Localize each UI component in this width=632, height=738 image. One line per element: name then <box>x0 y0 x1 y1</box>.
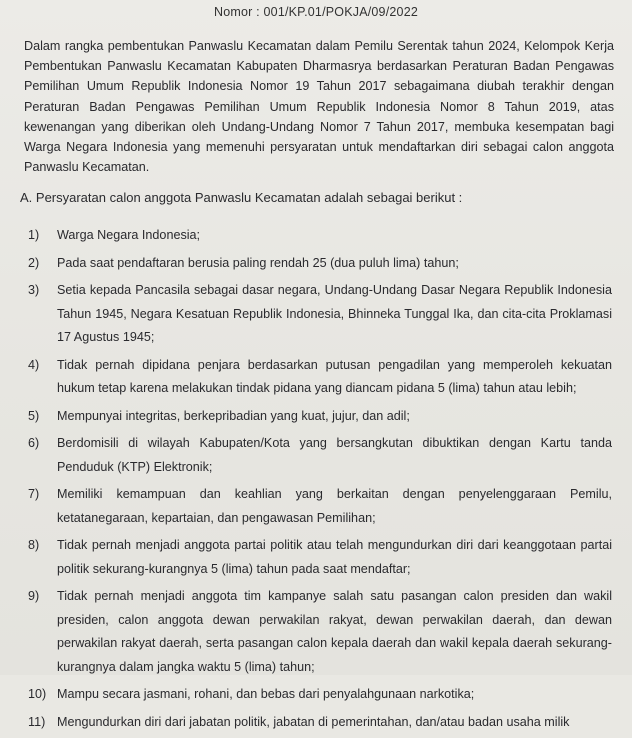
requirement-number: 2) <box>28 255 40 270</box>
requirement-number: 11) <box>28 714 46 729</box>
requirement-text: Berdomisili di wilayah Kabupaten/Kota yang bersangkutan dibuktikan dengan Kartu tanda Penduduk (KTP) Elektronik; <box>57 436 612 474</box>
requirement-text: Mengundurkan diri dari jabatan politik, jabatan di pemerintahan, dan/atau badan usaha milik <box>57 714 570 729</box>
requirement-item-2 <box>0 252 632 276</box>
requirement-number: 5) <box>28 408 40 423</box>
requirement-text: Setia kepada Pancasila sebagai dasar negara, Undang-Undang Dasar Negara Republik Indonesia Tahun 1945, Negara Kesatuan Republik Indonesia, Bhinneka Tunggal Ika, dan cita-cita Proklamasi 17 Agustus 1945; <box>57 283 612 344</box>
requirement-item-11 <box>0 711 632 735</box>
requirement-number: 6) <box>28 436 40 450</box>
requirement-text: Tidak pernah dipidana penjara berdasarkan putusan pengadilan yang memperoleh kekuatan hukum tetap karena melakukan tindak pidana yang diancam pidana 5 (lima) tahun atau lebih; <box>57 357 612 395</box>
requirement-item-6 <box>0 432 632 479</box>
requirement-text: Tidak pernah menjadi anggota tim kampanye salah satu pasangan calon presiden dan wakil presiden, calon anggota dewan perwakilan rakyat, dewan perwakilan daerah, dan dewan perwakilan rakyat daerah, serta pasangan calon kepala daerah dan wakil kepala daerah sekurang-kurangnya dalam jangka waktu 5 (lima) tahun; <box>57 589 612 674</box>
requirement-item-7 <box>0 483 632 530</box>
requirement-item-3 <box>0 279 632 350</box>
requirement-number: 1) <box>28 228 40 242</box>
requirements-list <box>0 224 632 738</box>
requirement-number: 8) <box>28 538 40 552</box>
requirement-item-10 <box>0 683 632 707</box>
requirement-number: 3) <box>28 283 40 297</box>
requirement-number: 4) <box>28 357 40 372</box>
requirement-text: Mampu secara jasmani, rohani, dan bebas dari penyalahgunaan narkotika; <box>57 687 475 701</box>
requirement-text: Pada saat pendaftaran berusia paling rendah 25 (dua puluh lima) tahun; <box>57 255 459 270</box>
intro-paragraph: Dalam rangka pembentukan Panwaslu Kecamatan dalam Pemilu Serentak tahun 2024, Kelompok Kerja Pembentukan Panwaslu Kecamatan Kabupaten Dharmasrya berdasarkan Peraturan Badan Pengawas Pemilihan Umum Republik Indonesia Nomor 19 Tahun 2017 sebagaimana diubah terakhir dengan Peraturan Badan Pengawas Pemilihan Umum Republik Indonesia Nomor 8 Tahun 2019, atas kewenangan yang diberikan oleh Undang-Undang Nomor 7 Tahun 2017, membuka kesempatan bagi Warga Negara Indonesia yang memenuhi persyaratan untuk mendaftarkan diri sebagai calon anggota Panwaslu Kecamatan. <box>24 39 614 175</box>
requirement-number: 7) <box>28 487 40 501</box>
requirement-text: Tidak pernah menjadi anggota partai politik atau telah mengundurkan diri dari keanggotaan partai politik sekurang-kurangnya 5 (lima) tahun pada saat mendaftar; <box>57 538 612 576</box>
requirement-item-4 <box>0 354 632 401</box>
section-a-title: A. Persyaratan calon anggota Panwaslu Kecamatan adalah sebagai berikut : <box>20 190 463 205</box>
requirement-text: Mempunyai integritas, berkepribadian yang kuat, jujur, dan adil; <box>57 408 410 423</box>
requirement-number: 9) <box>28 589 40 603</box>
requirement-text: Warga Negara Indonesia; <box>57 228 201 242</box>
requirement-number: 10) <box>28 687 47 701</box>
document-reference-number: Nomor : 001/KP.01/POKJA/09/2022 <box>213 5 418 19</box>
requirement-item-8 <box>0 534 632 581</box>
requirement-text: Memiliki kemampuan dan keahlian yang berkaitan dengan penyelenggaraan Pemilu, ketatanegaraan, kepartaian, dan pengawasan Pemilihan; <box>57 487 612 525</box>
requirement-item-9 <box>0 585 632 679</box>
requirement-item-5 <box>0 405 632 429</box>
requirement-item-1 <box>0 224 632 248</box>
